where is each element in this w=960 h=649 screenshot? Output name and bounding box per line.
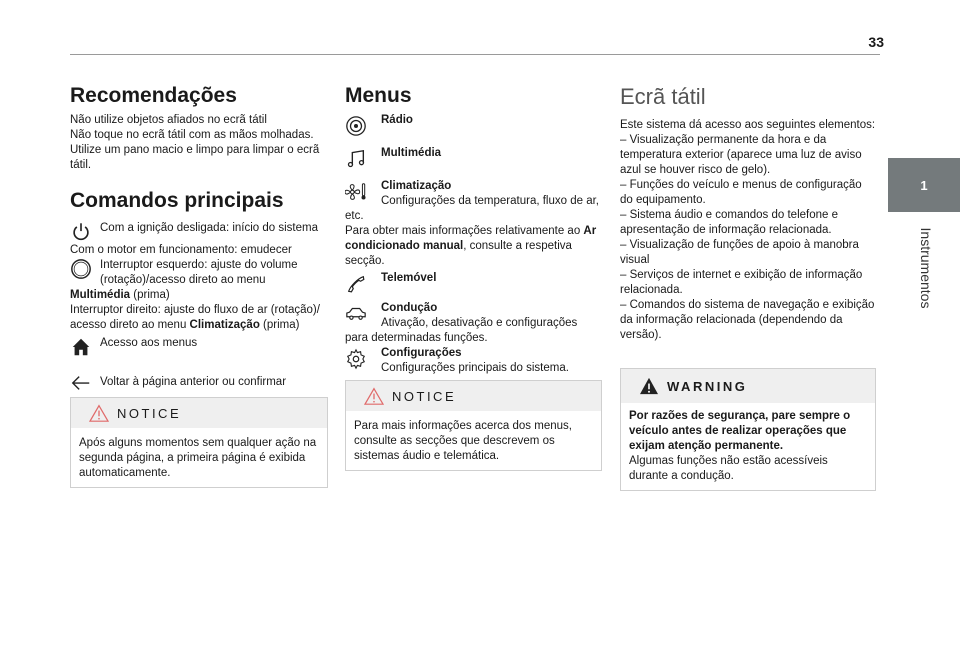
home-text: Acesso aos menus: [100, 337, 198, 349]
warning-text: Algumas funções não estão acessíveis durante a condução.: [629, 455, 828, 482]
knob-text: Interruptor esquerdo: ajuste do volume (rotação)/acesso direto ao menu: [100, 259, 298, 286]
car-icon: [345, 303, 375, 325]
feature-item: – Visualização de funções de apoio à manobra visual: [620, 239, 859, 266]
feature-item: – Serviços de internet e exibição de informação relacionada.: [620, 269, 863, 296]
touchscreen-heading: Ecrã tátil: [620, 84, 706, 109]
knob-press-text: (prima): [130, 289, 170, 301]
knob-press-text-2: (prima): [259, 319, 300, 331]
column-right: [620, 80, 876, 343]
power-icon: [70, 221, 100, 243]
back-arrow-icon: [70, 372, 100, 394]
chapter-label-text: Instrumentos: [918, 227, 934, 309]
knob-control: [70, 258, 328, 288]
knob-icon: [70, 258, 100, 280]
home-icon: [70, 336, 100, 358]
fan-thermometer-icon: [345, 181, 375, 203]
driving-label: Condução: [381, 302, 438, 314]
settings-label: Configurações: [381, 347, 462, 359]
menu-settings: [345, 346, 601, 376]
power-text-2: Com o motor em funcionamento: emudecer: [70, 244, 292, 256]
warning-box: [620, 368, 876, 491]
notice-text: Para mais informações acerca dos menus, consulte as secções que descrevem os sistemas áudio e telemática.: [354, 420, 572, 462]
notice-title: NOTICE: [392, 388, 457, 404]
menus-heading: Menus: [345, 84, 412, 107]
climate-more-text: Para obter mais informações relativamente ao: [345, 225, 584, 237]
chapter-number: 1: [920, 177, 928, 193]
menu-phone: [345, 271, 601, 299]
ac-manual-label: Ar condicionado manual: [345, 225, 597, 252]
menu-radio: [345, 113, 601, 143]
warning-triangle-icon: [89, 404, 109, 422]
phone-label: Telemóvel: [381, 272, 437, 284]
recommendation-line: Utilize um pano macio e limpo para limpar o ecrã tátil.: [70, 144, 320, 171]
power-text: Com a ignição desligada: início do sistema: [100, 222, 318, 234]
touchscreen-text: [620, 118, 876, 343]
feature-item: – Comandos do sistema de navegação e exibição da informação relacionada (dependendo da versão).: [620, 299, 875, 341]
touchscreen-intro: Este sistema dá acesso aos seguintes elementos:: [620, 119, 876, 131]
climate-more-info: [345, 224, 601, 269]
warning-triangle-icon: [639, 377, 659, 395]
warning-body: [621, 403, 875, 492]
knob-multimedia-label: Multimédia: [70, 289, 131, 301]
notice-box-middle: [345, 380, 602, 471]
menu-climate: [345, 179, 601, 224]
multimedia-label: Multimédia: [381, 147, 442, 159]
notice-title: NOTICE: [117, 405, 182, 421]
controls-heading: Comandos principais: [70, 189, 284, 212]
menu-driving: [345, 301, 601, 346]
gear-icon: [345, 348, 375, 370]
recommendation-line: Não utilize objetos afiados no ecrã tátil: [70, 114, 267, 126]
feature-item: – Visualização permanente da hora e da temperatura exterior (aparece uma luz de aviso azul se houver risco de gelo).: [620, 134, 862, 176]
back-control: [70, 372, 328, 394]
radio-icon: [345, 115, 375, 137]
power-control: [70, 221, 328, 243]
feature-item: – Funções do veículo e menus de configuração do equipamento.: [620, 179, 862, 206]
back-text: Voltar à página anterior ou confirmar: [100, 376, 287, 388]
radio-label: Rádio: [381, 114, 413, 126]
warning-triangle-icon: [364, 387, 384, 405]
climate-text: Configurações da temperatura, fluxo de ar, etc.: [345, 195, 599, 222]
home-control: [70, 336, 328, 358]
feature-item: – Sistema áudio e comandos do telefone e apresentação de informação relacionada.: [620, 209, 839, 236]
recommendation-line: Não toque no ecrã tátil com as mãos molhadas.: [70, 129, 314, 141]
knob-right-text: Interruptor direito: ajuste do fluxo de ar (rotação)/ acesso direto ao menu: [70, 304, 320, 331]
recommendations-heading: Recomendações: [70, 84, 237, 107]
column-left: [70, 80, 328, 394]
warning-title: WARNING: [667, 378, 748, 394]
music-note-icon: [345, 148, 375, 170]
driving-text: Ativação, desativação e configurações para determinadas funções.: [345, 317, 578, 344]
notice-text: Após alguns momentos sem qualquer ação na segunda página, a primeira página é exibida automaticamente.: [79, 437, 317, 479]
chapter-label: [916, 218, 936, 318]
settings-text: Configurações principais do sistema.: [381, 362, 569, 374]
climate-section-text: , consulte a respetiva secção.: [345, 240, 572, 267]
column-middle: [345, 80, 601, 376]
knob-text-multimedia: [70, 288, 328, 303]
climate-label: Climatização: [381, 180, 452, 192]
chapter-tab[interactable]: [888, 158, 960, 212]
page-number: 33: [868, 34, 884, 50]
notice-box-left: [70, 397, 328, 488]
phone-icon: [345, 273, 375, 295]
warning-header: [621, 369, 875, 403]
knob-climate-label: Climatização: [189, 319, 260, 331]
notice-header: [71, 398, 327, 428]
header-rule: [70, 54, 880, 55]
recommendations-text: [70, 113, 328, 173]
knob-text-climate: [70, 303, 328, 333]
menu-multimedia: [345, 146, 601, 176]
notice-header: [346, 381, 601, 411]
warning-bold-text: Por razões de segurança, pare sempre o veículo antes de realizar operações que exijam atenção permanente.: [629, 410, 851, 452]
